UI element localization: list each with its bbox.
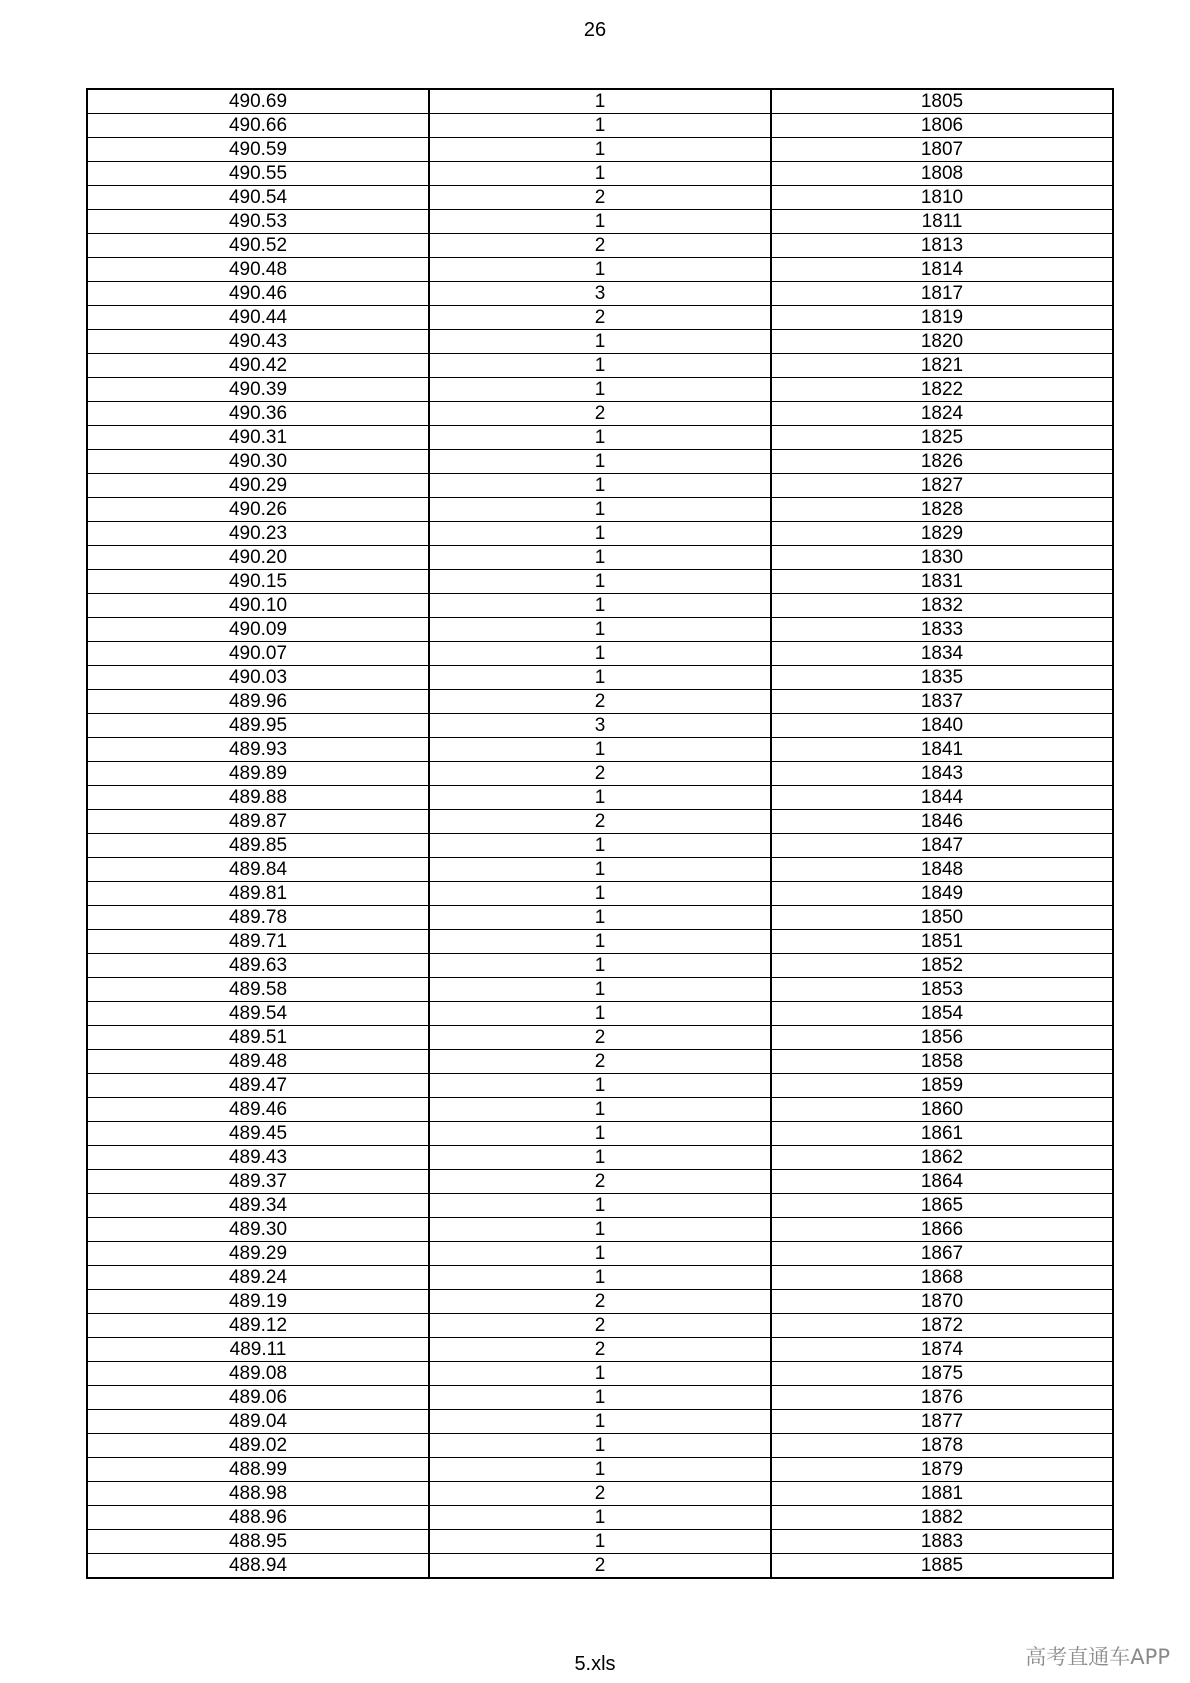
score-cell: 490.07 (87, 642, 429, 666)
table-row (87, 1338, 1113, 1362)
score-cell: 490.48 (87, 258, 429, 282)
count-cell: 1 (429, 858, 771, 882)
cumulative-cell: 1805 (771, 89, 1113, 114)
cumulative-cell: 1822 (771, 378, 1113, 402)
score-cell: 489.63 (87, 954, 429, 978)
table-row (87, 426, 1113, 450)
cumulative-cell: 1834 (771, 642, 1113, 666)
cumulative-cell: 1853 (771, 978, 1113, 1002)
count-cell: 3 (429, 714, 771, 738)
table-row (87, 210, 1113, 234)
score-cell: 488.95 (87, 1530, 429, 1554)
table-row (87, 954, 1113, 978)
count-cell: 2 (429, 186, 771, 210)
table-row (87, 114, 1113, 138)
count-cell: 1 (429, 210, 771, 234)
score-cell: 489.54 (87, 1002, 429, 1026)
cumulative-cell: 1833 (771, 618, 1113, 642)
table-row (87, 1530, 1113, 1554)
score-cell: 489.47 (87, 1074, 429, 1098)
score-cell: 490.09 (87, 618, 429, 642)
table-row (87, 330, 1113, 354)
footer-file-name: 5.xls (574, 1653, 616, 1675)
score-cell: 489.88 (87, 786, 429, 810)
cumulative-cell: 1844 (771, 786, 1113, 810)
table-row (87, 1434, 1113, 1458)
cumulative-cell: 1881 (771, 1482, 1113, 1506)
table-row (87, 522, 1113, 546)
cumulative-cell: 1859 (771, 1074, 1113, 1098)
cumulative-cell: 1858 (771, 1050, 1113, 1074)
cumulative-cell: 1830 (771, 546, 1113, 570)
table-row (87, 258, 1113, 282)
table-row (87, 1002, 1113, 1026)
score-cell: 489.29 (87, 1242, 429, 1266)
count-cell: 3 (429, 282, 771, 306)
cumulative-cell: 1852 (771, 954, 1113, 978)
cumulative-cell: 1813 (771, 234, 1113, 258)
table-row (87, 498, 1113, 522)
cumulative-cell: 1821 (771, 354, 1113, 378)
cumulative-cell: 1856 (771, 1026, 1113, 1050)
score-cell: 488.98 (87, 1482, 429, 1506)
count-cell: 1 (429, 1266, 771, 1290)
table-row (87, 1554, 1113, 1579)
table-row (87, 1218, 1113, 1242)
table-row (87, 89, 1113, 114)
count-cell: 1 (429, 1002, 771, 1026)
cumulative-cell: 1829 (771, 522, 1113, 546)
cumulative-cell: 1851 (771, 930, 1113, 954)
table-row (87, 234, 1113, 258)
count-cell: 2 (429, 810, 771, 834)
cumulative-cell: 1872 (771, 1314, 1113, 1338)
table-row (87, 1026, 1113, 1050)
cumulative-cell: 1819 (771, 306, 1113, 330)
table-body (87, 89, 1113, 1578)
count-cell: 1 (429, 1146, 771, 1170)
count-cell: 1 (429, 1074, 771, 1098)
count-cell: 1 (429, 618, 771, 642)
count-cell: 1 (429, 930, 771, 954)
score-cell: 489.19 (87, 1290, 429, 1314)
score-cell: 489.87 (87, 810, 429, 834)
table-row (87, 978, 1113, 1002)
score-cell: 490.52 (87, 234, 429, 258)
count-cell: 1 (429, 666, 771, 690)
table-row (87, 282, 1113, 306)
score-cell: 489.45 (87, 1122, 429, 1146)
cumulative-cell: 1824 (771, 402, 1113, 426)
score-cell: 489.58 (87, 978, 429, 1002)
table-row (87, 1482, 1113, 1506)
count-cell: 1 (429, 1386, 771, 1410)
count-cell: 2 (429, 1482, 771, 1506)
count-cell: 1 (429, 1218, 771, 1242)
table-row (87, 834, 1113, 858)
table-row (87, 1362, 1113, 1386)
table-row (87, 690, 1113, 714)
count-cell: 2 (429, 762, 771, 786)
score-table (86, 88, 1114, 1579)
table-row (87, 858, 1113, 882)
table-row (87, 882, 1113, 906)
cumulative-cell: 1820 (771, 330, 1113, 354)
cumulative-cell: 1866 (771, 1218, 1113, 1242)
cumulative-cell: 1883 (771, 1530, 1113, 1554)
score-cell: 490.10 (87, 594, 429, 618)
cumulative-cell: 1827 (771, 474, 1113, 498)
score-cell: 490.43 (87, 330, 429, 354)
cumulative-cell: 1861 (771, 1122, 1113, 1146)
cumulative-cell: 1870 (771, 1290, 1113, 1314)
table-row (87, 186, 1113, 210)
score-cell: 489.84 (87, 858, 429, 882)
table-row (87, 354, 1113, 378)
count-cell: 1 (429, 978, 771, 1002)
cumulative-cell: 1825 (771, 426, 1113, 450)
cumulative-cell: 1841 (771, 738, 1113, 762)
watermark: 高考直通车APP (1025, 1645, 1170, 1669)
cumulative-cell: 1850 (771, 906, 1113, 930)
score-cell: 490.66 (87, 114, 429, 138)
cumulative-cell: 1848 (771, 858, 1113, 882)
score-cell: 489.89 (87, 762, 429, 786)
count-cell: 1 (429, 162, 771, 186)
table-row (87, 810, 1113, 834)
score-cell: 489.43 (87, 1146, 429, 1170)
table-row (87, 1050, 1113, 1074)
count-cell: 1 (429, 1530, 771, 1554)
score-cell: 490.36 (87, 402, 429, 426)
score-cell: 490.42 (87, 354, 429, 378)
count-cell: 1 (429, 450, 771, 474)
cumulative-cell: 1854 (771, 1002, 1113, 1026)
table-row (87, 1290, 1113, 1314)
count-cell: 1 (429, 1194, 771, 1218)
cumulative-cell: 1840 (771, 714, 1113, 738)
score-cell: 488.94 (87, 1554, 429, 1579)
score-cell: 489.48 (87, 1050, 429, 1074)
score-cell: 489.85 (87, 834, 429, 858)
table-row (87, 306, 1113, 330)
table-row (87, 402, 1113, 426)
count-cell: 1 (429, 89, 771, 114)
cumulative-cell: 1874 (771, 1338, 1113, 1362)
count-cell: 1 (429, 258, 771, 282)
count-cell: 1 (429, 330, 771, 354)
cumulative-cell: 1868 (771, 1266, 1113, 1290)
count-cell: 1 (429, 1098, 771, 1122)
table-row (87, 642, 1113, 666)
score-cell: 490.54 (87, 186, 429, 210)
cumulative-cell: 1882 (771, 1506, 1113, 1530)
count-cell: 1 (429, 474, 771, 498)
table-row (87, 1410, 1113, 1434)
score-cell: 490.46 (87, 282, 429, 306)
count-cell: 1 (429, 642, 771, 666)
cumulative-cell: 1867 (771, 1242, 1113, 1266)
count-cell: 1 (429, 1506, 771, 1530)
count-cell: 2 (429, 1554, 771, 1579)
cumulative-cell: 1837 (771, 690, 1113, 714)
page-number: 26 (583, 19, 607, 41)
score-cell: 488.96 (87, 1506, 429, 1530)
count-cell: 2 (429, 1314, 771, 1338)
score-cell: 489.81 (87, 882, 429, 906)
cumulative-cell: 1831 (771, 570, 1113, 594)
table-row (87, 738, 1113, 762)
count-cell: 2 (429, 402, 771, 426)
score-cell: 490.20 (87, 546, 429, 570)
table-row (87, 618, 1113, 642)
table-row (87, 930, 1113, 954)
score-cell: 489.02 (87, 1434, 429, 1458)
cumulative-cell: 1846 (771, 810, 1113, 834)
cumulative-cell: 1877 (771, 1410, 1113, 1434)
table-row (87, 1074, 1113, 1098)
cumulative-cell: 1808 (771, 162, 1113, 186)
score-cell: 489.24 (87, 1266, 429, 1290)
count-cell: 1 (429, 594, 771, 618)
table-row (87, 714, 1113, 738)
score-cell: 489.96 (87, 690, 429, 714)
score-cell: 489.04 (87, 1410, 429, 1434)
count-cell: 1 (429, 786, 771, 810)
score-cell: 490.26 (87, 498, 429, 522)
cumulative-cell: 1817 (771, 282, 1113, 306)
count-cell: 1 (429, 834, 771, 858)
cumulative-cell: 1807 (771, 138, 1113, 162)
cumulative-cell: 1806 (771, 114, 1113, 138)
table-row (87, 570, 1113, 594)
count-cell: 2 (429, 1170, 771, 1194)
cumulative-cell: 1810 (771, 186, 1113, 210)
cumulative-cell: 1826 (771, 450, 1113, 474)
table-row (87, 762, 1113, 786)
score-cell: 490.69 (87, 89, 429, 114)
cumulative-cell: 1876 (771, 1386, 1113, 1410)
count-cell: 1 (429, 882, 771, 906)
table-row (87, 1458, 1113, 1482)
count-cell: 1 (429, 522, 771, 546)
count-cell: 1 (429, 546, 771, 570)
count-cell: 1 (429, 1434, 771, 1458)
cumulative-cell: 1862 (771, 1146, 1113, 1170)
table-row (87, 1098, 1113, 1122)
score-cell: 489.95 (87, 714, 429, 738)
table-row (87, 450, 1113, 474)
count-cell: 2 (429, 306, 771, 330)
table-row (87, 1122, 1113, 1146)
score-cell: 490.30 (87, 450, 429, 474)
table-row (87, 546, 1113, 570)
cumulative-cell: 1835 (771, 666, 1113, 690)
cumulative-cell: 1849 (771, 882, 1113, 906)
cumulative-cell: 1865 (771, 1194, 1113, 1218)
count-cell: 1 (429, 1458, 771, 1482)
count-cell: 1 (429, 498, 771, 522)
count-cell: 2 (429, 1338, 771, 1362)
score-cell: 489.51 (87, 1026, 429, 1050)
cumulative-cell: 1875 (771, 1362, 1113, 1386)
score-cell: 489.78 (87, 906, 429, 930)
count-cell: 2 (429, 1026, 771, 1050)
score-cell: 490.23 (87, 522, 429, 546)
count-cell: 1 (429, 138, 771, 162)
table-row (87, 1242, 1113, 1266)
table-row (87, 906, 1113, 930)
cumulative-cell: 1847 (771, 834, 1113, 858)
count-cell: 1 (429, 378, 771, 402)
count-cell: 1 (429, 354, 771, 378)
count-cell: 2 (429, 690, 771, 714)
score-cell: 490.53 (87, 210, 429, 234)
table-row (87, 786, 1113, 810)
count-cell: 2 (429, 234, 771, 258)
table-row (87, 162, 1113, 186)
score-cell: 489.34 (87, 1194, 429, 1218)
table-row (87, 1386, 1113, 1410)
score-cell: 490.44 (87, 306, 429, 330)
table-row (87, 378, 1113, 402)
table-row (87, 594, 1113, 618)
cumulative-cell: 1878 (771, 1434, 1113, 1458)
count-cell: 1 (429, 738, 771, 762)
table-row (87, 1266, 1113, 1290)
score-cell: 489.30 (87, 1218, 429, 1242)
score-cell: 490.39 (87, 378, 429, 402)
count-cell: 2 (429, 1290, 771, 1314)
cumulative-cell: 1843 (771, 762, 1113, 786)
table-row (87, 138, 1113, 162)
table-row (87, 666, 1113, 690)
score-cell: 490.59 (87, 138, 429, 162)
table-row (87, 1506, 1113, 1530)
count-cell: 1 (429, 906, 771, 930)
score-cell: 489.37 (87, 1170, 429, 1194)
cumulative-cell: 1864 (771, 1170, 1113, 1194)
score-cell: 489.08 (87, 1362, 429, 1386)
cumulative-cell: 1814 (771, 258, 1113, 282)
score-cell: 489.06 (87, 1386, 429, 1410)
score-cell: 490.31 (87, 426, 429, 450)
score-cell: 490.03 (87, 666, 429, 690)
score-cell: 490.15 (87, 570, 429, 594)
count-cell: 1 (429, 1362, 771, 1386)
score-cell: 488.99 (87, 1458, 429, 1482)
score-cell: 489.93 (87, 738, 429, 762)
table-row (87, 1314, 1113, 1338)
count-cell: 1 (429, 426, 771, 450)
count-cell: 1 (429, 1242, 771, 1266)
cumulative-cell: 1811 (771, 210, 1113, 234)
count-cell: 2 (429, 1050, 771, 1074)
score-cell: 490.29 (87, 474, 429, 498)
table-row (87, 474, 1113, 498)
table-row (87, 1170, 1113, 1194)
cumulative-cell: 1828 (771, 498, 1113, 522)
count-cell: 1 (429, 954, 771, 978)
count-cell: 1 (429, 1410, 771, 1434)
cumulative-cell: 1860 (771, 1098, 1113, 1122)
count-cell: 1 (429, 1122, 771, 1146)
score-cell: 489.11 (87, 1338, 429, 1362)
table-row (87, 1194, 1113, 1218)
count-cell: 1 (429, 114, 771, 138)
cumulative-cell: 1885 (771, 1554, 1113, 1579)
cumulative-cell: 1832 (771, 594, 1113, 618)
score-cell: 489.12 (87, 1314, 429, 1338)
table-row (87, 1146, 1113, 1170)
score-cell: 490.55 (87, 162, 429, 186)
count-cell: 1 (429, 570, 771, 594)
score-cell: 489.71 (87, 930, 429, 954)
cumulative-cell: 1879 (771, 1458, 1113, 1482)
score-cell: 489.46 (87, 1098, 429, 1122)
